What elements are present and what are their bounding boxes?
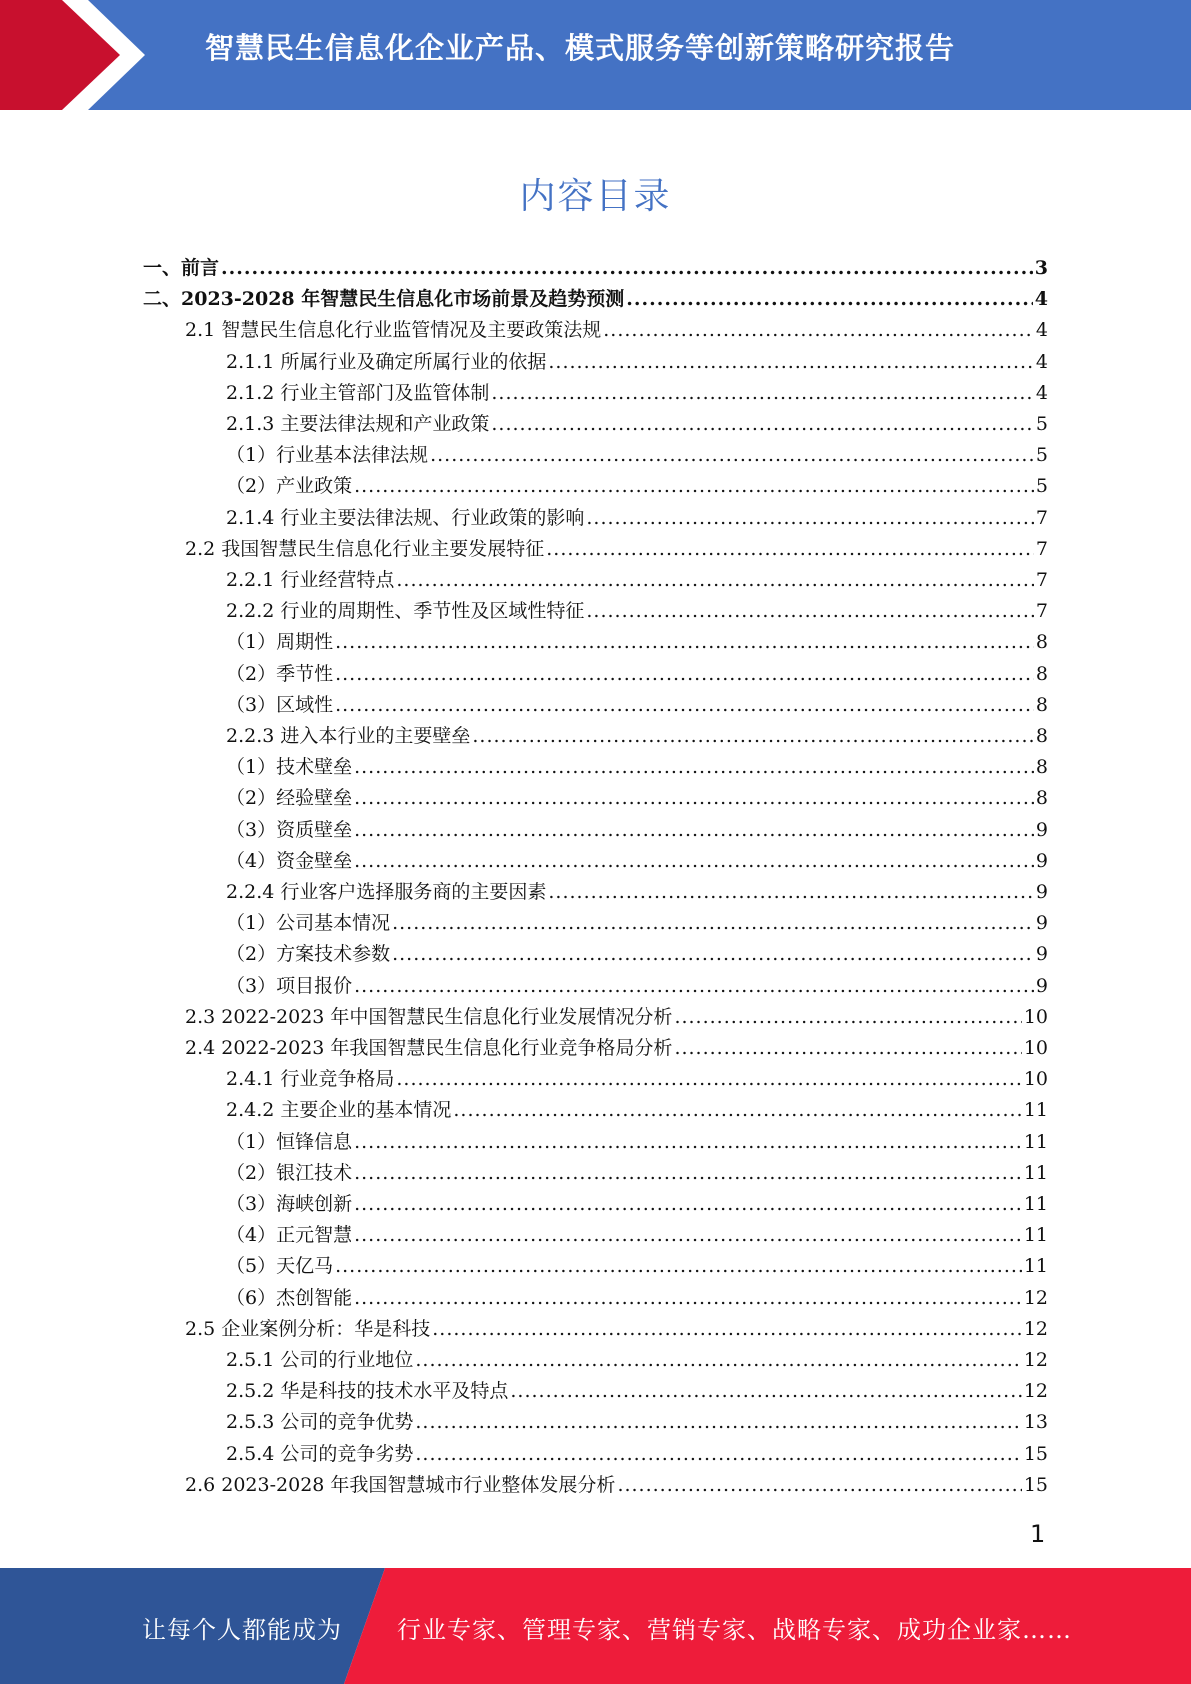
toc-leader-dots (354, 815, 1034, 846)
toc-entry-page: 8 (1035, 725, 1048, 747)
toc-leader-dots (354, 1127, 1022, 1158)
toc-entry-page: 10 (1023, 1068, 1048, 1090)
toc-entry[interactable] (226, 1158, 1048, 1189)
toc-entry[interactable] (226, 752, 1048, 783)
toc-entry[interactable] (226, 659, 1048, 690)
toc-entry-page: 3 (1034, 257, 1048, 279)
toc-entry-label: （4）正元智慧 (226, 1224, 353, 1246)
toc-entry[interactable] (226, 721, 1048, 752)
toc-leader-dots (221, 253, 1033, 284)
toc-entry-label: （4）资金壁垒 (226, 850, 353, 872)
toc-entry-label: 一、前言 (143, 257, 220, 279)
toc-entry-page: 5 (1035, 444, 1048, 466)
toc-leader-dots (617, 1470, 1021, 1501)
toc-entry[interactable] (143, 284, 1048, 315)
toc-entry[interactable] (185, 1002, 1048, 1033)
toc-entry[interactable] (226, 471, 1048, 502)
toc-entry-page: 11 (1023, 1224, 1048, 1246)
toc-leader-dots (510, 1376, 1021, 1407)
toc-leader-dots (674, 1033, 1021, 1064)
toc-leader-dots (626, 284, 1033, 315)
toc-entry[interactable] (226, 1220, 1048, 1251)
toc-entry-label: （2）银江技术 (226, 1162, 353, 1184)
toc-leader-dots (354, 752, 1034, 783)
toc-entry-label: 2.2.3 进入本行业的主要壁垒 (226, 725, 471, 747)
toc-entry-page: 12 (1023, 1287, 1048, 1309)
toc-entry-page: 12 (1023, 1380, 1048, 1402)
toc-leader-dots (396, 565, 1034, 596)
toc-entry-label: 2.2.1 行业经营特点 (226, 569, 395, 591)
toc-entry[interactable] (226, 1064, 1048, 1095)
toc-entry-page: 10 (1023, 1037, 1048, 1059)
toc-entry-label: 2.4 2022-2023 年我国智慧民生信息化行业竞争格局分析 (185, 1037, 673, 1059)
toc-entry-label: （1）周期性 (226, 631, 334, 653)
toc-entry[interactable] (226, 971, 1048, 1002)
toc-entry-label: 二、2023-2028 年智慧民生信息化市场前景及趋势预测 (143, 288, 625, 310)
toc-entry-label: 2.4.1 行业竞争格局 (226, 1068, 395, 1090)
toc-entry-page: 12 (1023, 1318, 1048, 1340)
toc-entry-page: 11 (1023, 1099, 1048, 1121)
toc-leader-dots (415, 1407, 1021, 1438)
toc-entry[interactable] (226, 565, 1048, 596)
toc-entry-label: （3）区域性 (226, 694, 334, 716)
toc-entry-page: 8 (1035, 787, 1048, 809)
toc-entry[interactable] (226, 877, 1048, 908)
toc-entry-label: 2.6 2023-2028 年我国智慧城市行业整体发展分析 (185, 1474, 616, 1496)
toc-entry[interactable] (226, 347, 1048, 378)
toc-entry-label: 2.5.1 公司的行业地位 (226, 1349, 414, 1371)
toc-leader-dots (548, 877, 1034, 908)
toc-entry-label: 2.1.1 所属行业及确定所属行业的依据 (226, 351, 547, 373)
toc-entry-label: 2.4.2 主要企业的基本情况 (226, 1099, 452, 1121)
toc-entry-page: 9 (1035, 912, 1048, 934)
toc-entry-label: （2）经验壁垒 (226, 787, 353, 809)
toc-entry[interactable] (226, 1127, 1048, 1158)
toc-leader-dots (392, 908, 1034, 939)
toc-entry-page: 9 (1035, 943, 1048, 965)
toc-entry-page: 7 (1035, 538, 1048, 560)
toc-entry-page: 5 (1035, 475, 1048, 497)
toc-entry-label: 2.2 我国智慧民生信息化行业主要发展特征 (185, 538, 545, 560)
toc-entry-page: 4 (1035, 351, 1048, 373)
toc-entry[interactable] (185, 1314, 1048, 1345)
toc-entry-page: 8 (1035, 756, 1048, 778)
toc-leader-dots (472, 721, 1034, 752)
toc-heading: 内容目录 (519, 176, 672, 217)
toc-entry-label: 2.5.3 公司的竞争优势 (226, 1411, 414, 1433)
toc-leader-dots (335, 690, 1034, 721)
toc-leader-dots (335, 627, 1034, 658)
toc-leader-dots (548, 347, 1034, 378)
toc-leader-dots (603, 315, 1034, 346)
toc-entry[interactable] (226, 1376, 1048, 1407)
toc-entry-page: 7 (1035, 507, 1048, 529)
footer-slogan-right: 行业专家、管理专家、营销专家、战略专家、成功企业家…… (397, 1616, 1072, 1644)
toc-entry[interactable] (185, 534, 1048, 565)
toc-leader-dots (354, 1283, 1022, 1314)
toc-leader-dots (432, 1314, 1022, 1345)
toc-entry[interactable] (226, 690, 1048, 721)
toc-entry[interactable] (226, 378, 1048, 409)
toc-entry-label: 2.2.2 行业的周期性、季节性及区域性特征 (226, 600, 585, 622)
toc-entry-label: （1）公司基本情况 (226, 912, 391, 934)
toc-entry[interactable] (226, 409, 1048, 440)
toc-entry[interactable] (226, 596, 1048, 627)
toc-entry-label: （3）项目报价 (226, 975, 353, 997)
toc-entry-page: 9 (1035, 819, 1048, 841)
toc-leader-dots (354, 471, 1034, 502)
toc-leader-dots (354, 1220, 1022, 1251)
toc-leader-dots (415, 1345, 1021, 1376)
toc-leader-dots (354, 971, 1034, 1002)
toc-leader-dots (586, 596, 1034, 627)
toc-entry-page: 9 (1035, 850, 1048, 872)
page-number: 1 (1030, 1520, 1046, 1548)
toc-leader-dots (674, 1002, 1021, 1033)
toc-entry-label: （1）恒锋信息 (226, 1131, 353, 1153)
toc-entry-page: 13 (1023, 1411, 1048, 1433)
toc-entry-page: 5 (1035, 413, 1048, 435)
toc-leader-dots (354, 846, 1034, 877)
toc-entry-page: 10 (1023, 1006, 1048, 1028)
toc-entry-page: 7 (1035, 569, 1048, 591)
toc-leader-dots (586, 503, 1034, 534)
toc-entry-label: （5）天亿马 (226, 1255, 334, 1277)
toc-entry-page: 8 (1035, 694, 1048, 716)
toc-entry-page: 9 (1035, 975, 1048, 997)
toc-entry[interactable] (226, 783, 1048, 814)
toc-entry[interactable] (226, 627, 1048, 658)
toc-entry[interactable] (226, 846, 1048, 877)
toc-entry[interactable] (226, 939, 1048, 970)
toc-entry[interactable] (185, 1033, 1048, 1064)
toc-entry-page: 15 (1023, 1474, 1048, 1496)
toc-leader-dots (430, 440, 1034, 471)
toc-entry-label: 2.3 2022-2023 年中国智慧民生信息化行业发展情况分析 (185, 1006, 673, 1028)
toc-entry-label: （2）季节性 (226, 663, 334, 685)
toc-entry-label: 2.1.2 行业主管部门及监管体制 (226, 382, 490, 404)
toc-entry[interactable] (226, 440, 1048, 471)
toc-leader-dots (354, 1189, 1022, 1220)
toc-entry-page: 7 (1035, 600, 1048, 622)
toc-leader-dots (546, 534, 1034, 565)
toc-entry[interactable] (226, 1345, 1048, 1376)
toc-leader-dots (415, 1439, 1021, 1470)
toc-entry-label: 2.5.2 华是科技的技术水平及特点 (226, 1380, 509, 1402)
toc-leader-dots (354, 1158, 1022, 1189)
toc-entry-page: 8 (1035, 663, 1048, 685)
toc-entry[interactable] (226, 1251, 1048, 1282)
toc-entry-page: 4 (1035, 382, 1048, 404)
toc-entry-label: （6）杰创智能 (226, 1287, 353, 1309)
toc-entry-page: 15 (1023, 1443, 1048, 1465)
toc-entry-label: 2.2.4 行业客户选择服务商的主要因素 (226, 881, 547, 903)
toc-entry[interactable] (226, 1439, 1048, 1470)
toc-entry[interactable] (185, 1470, 1048, 1501)
toc-leader-dots (354, 783, 1034, 814)
toc-entry-page: 11 (1023, 1162, 1048, 1184)
document-header-title: 智慧民生信息化企业产品、模式服务等创新策略研究报告 (205, 31, 956, 65)
toc-entry-label: （3）海峡创新 (226, 1193, 353, 1215)
toc-entry[interactable] (185, 315, 1048, 346)
toc-leader-dots (335, 659, 1034, 690)
toc-entry[interactable] (226, 1283, 1048, 1314)
toc-leader-dots (453, 1095, 1021, 1126)
toc-entry-page: 12 (1023, 1349, 1048, 1371)
toc-entry[interactable] (226, 908, 1048, 939)
toc-entry-label: 2.5.4 公司的竞争劣势 (226, 1443, 414, 1465)
toc-entry-page: 8 (1035, 631, 1048, 653)
toc-entry[interactable] (226, 815, 1048, 846)
toc-entry-label: （1）技术壁垒 (226, 756, 353, 778)
toc-entry-page: 11 (1023, 1255, 1048, 1277)
toc-entry[interactable] (226, 1095, 1048, 1126)
toc-entry[interactable] (226, 1189, 1048, 1220)
toc-entry[interactable] (226, 1407, 1048, 1438)
toc-entry-page: 4 (1035, 319, 1048, 341)
toc-leader-dots (491, 378, 1034, 409)
toc-entry-page: 11 (1023, 1131, 1048, 1153)
toc-leader-dots (335, 1251, 1022, 1282)
footer-slogan-left: 让每个人都能成为 (142, 1616, 342, 1644)
toc-entry-label: （2）产业政策 (226, 475, 353, 497)
toc-entry-page: 9 (1035, 881, 1048, 903)
toc-entry[interactable] (226, 503, 1048, 534)
toc-leader-dots (396, 1064, 1021, 1095)
toc-entry-label: 2.1.3 主要法律法规和产业政策 (226, 413, 490, 435)
toc-entry-label: 2.5 企业案例分析：华是科技 (185, 1318, 431, 1340)
toc-entry-page: 4 (1034, 288, 1048, 310)
toc-entry-label: （1）行业基本法律法规 (226, 444, 429, 466)
toc-entry-label: 2.1.4 行业主要法律法规、行业政策的影响 (226, 507, 585, 529)
toc-entry-label: （3）资质壁垒 (226, 819, 353, 841)
toc-leader-dots (491, 409, 1034, 440)
toc-entry-label: （2）方案技术参数 (226, 943, 391, 965)
header-chevron-icon (0, 0, 150, 110)
toc-leader-dots (392, 939, 1034, 970)
toc-entry-label: 2.1 智慧民生信息化行业监管情况及主要政策法规 (185, 319, 602, 341)
toc-entry[interactable] (143, 253, 1048, 284)
toc-entry-page: 11 (1023, 1193, 1048, 1215)
